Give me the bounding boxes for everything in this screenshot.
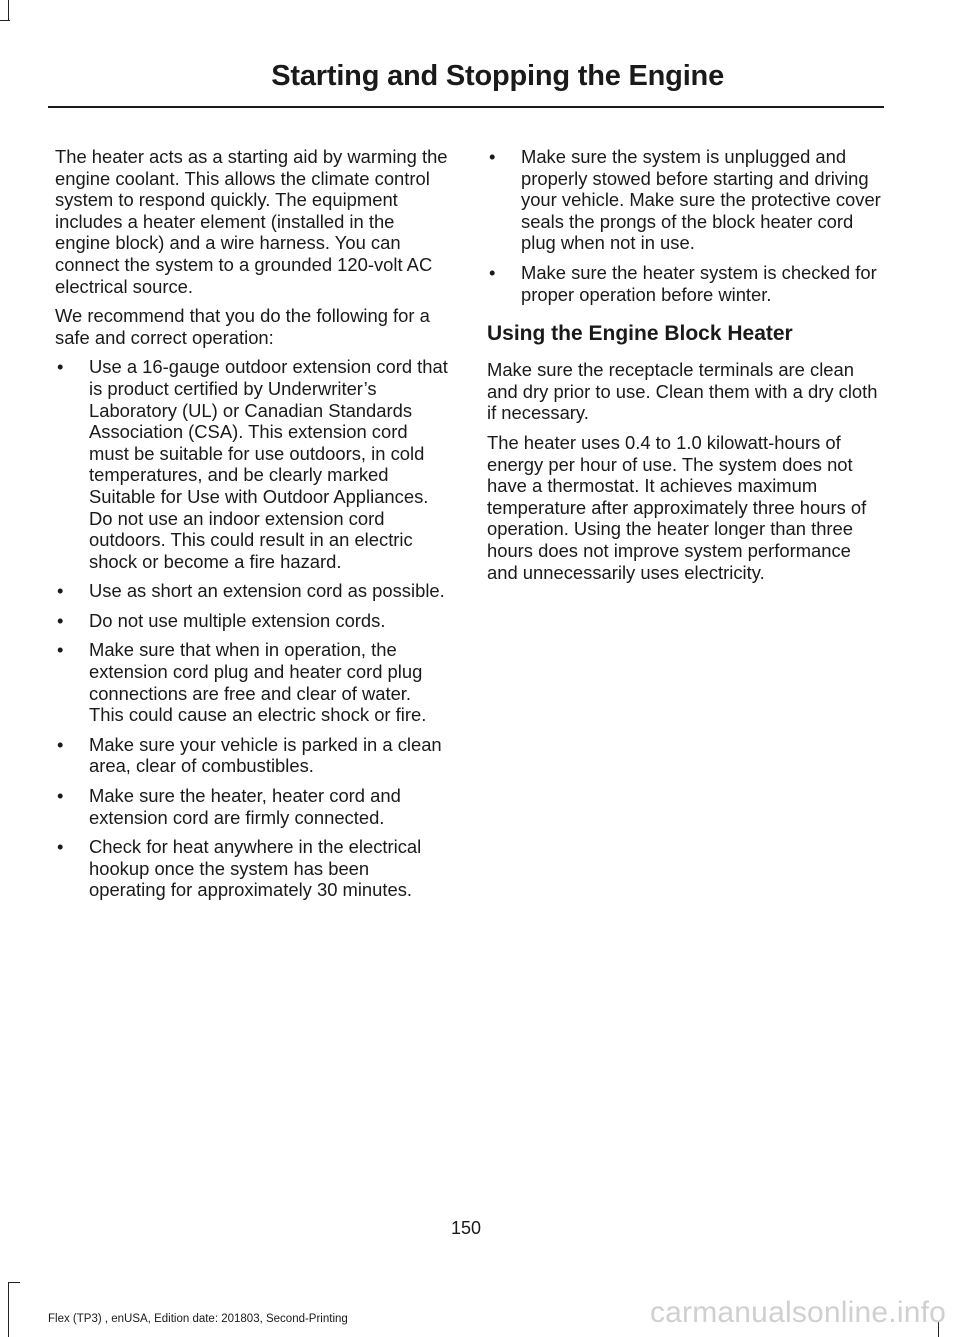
- list-item: • Make sure the system is unplugged and properly stowed before starting and driving your vehicle. Make sure the protective cover seals the prongs of the block heater cord plug when not in use.: [489, 146, 881, 254]
- list-item: • Do not use multiple extension cords.: [57, 609, 386, 631]
- section-heading: Using the Engine Block Heater: [487, 322, 793, 346]
- bullet-icon: •: [57, 836, 64, 858]
- intro-paragraph: The heater acts as a starting aid by warming the engine coolant. This allows the climate control system to respond quickly. The equipment includes a heater element (installed in the engine block) and a wire harness. You can connect the system to a grounded 120-volt AC electrical source.: [55, 146, 448, 297]
- bullet-icon: •: [57, 609, 64, 631]
- watermark: carmanualsonline.info: [649, 1296, 946, 1329]
- edition-footer: Flex (TP3) , enUSA, Edition date: 201803, Second-Printing: [48, 1313, 348, 1325]
- list-item: • Make sure the heater, heater cord and extension cord are firmly connected.: [57, 785, 401, 828]
- list-item: • Make sure your vehicle is parked in a clean area, clear of combustibles.: [57, 733, 442, 777]
- crop-mark-top-left-v: [8, 0, 9, 20]
- bullet-icon: •: [57, 785, 64, 807]
- bullet-icon: •: [489, 146, 496, 167]
- receptacle-paragraph: Make sure the receptacle terminals are clean and dry prior to use. Clean them with a dry cloth if necessary.: [487, 359, 878, 424]
- crop-mark-bottom-left-h: [8, 1282, 20, 1283]
- bullet-icon: •: [57, 639, 64, 661]
- bullet-icon: •: [57, 733, 64, 755]
- header-rule: [48, 106, 884, 108]
- crop-mark-top-left-h: [0, 20, 10, 21]
- list-item: • Make sure the heater system is checked for proper operation before winter.: [489, 261, 877, 305]
- page-title: Starting and Stopping the Engine: [271, 60, 724, 92]
- left-column: [55, 146, 450, 909]
- bullet-icon: •: [489, 261, 496, 283]
- right-column: [487, 146, 884, 591]
- page-number: 150: [450, 1218, 482, 1238]
- recommend-paragraph: We recommend that you do the following for a safe and correct operation:: [55, 305, 430, 348]
- safety-bullet-list: [55, 356, 450, 901]
- list-item: • Make sure that when in operation, the extension cord plug and heater cord plug connections are free and clear of water. This could cause an electric shock or fire.: [57, 639, 427, 726]
- storage-bullet-list: [487, 146, 884, 305]
- list-item: • Check for heat anywhere in the electrical hookup once the system has been operating for approximately 30 minutes.: [57, 836, 422, 901]
- bullet-icon: •: [57, 580, 64, 602]
- list-item: • Use as short an extension cord as possible.: [57, 580, 445, 602]
- list-item: • Use a 16-gauge outdoor extension cord that is product certified by Underwriter’s Laboratory (UL) or Canadian Standards Association (CSA). This extension cord must be suitable for use outdoors, in cold temperatures, and be clearly marked Suitable for Use with Outdoor Appliances. Do not use an indoor extension cord outdoors. This could result in an electric shock or become a fire hazard.: [57, 356, 448, 572]
- bullet-icon: •: [57, 356, 64, 378]
- crop-mark-bottom-left-v: [8, 1282, 9, 1337]
- energy-paragraph: The heater uses 0.4 to 1.0 kilowatt-hours of energy per hour of use. The system does not have a thermostat. It achieves maximum temperature after approximately three hours of operation. Using the heater longer than three hours does not improve system performance and unnecessarily uses electricity.: [487, 431, 867, 583]
